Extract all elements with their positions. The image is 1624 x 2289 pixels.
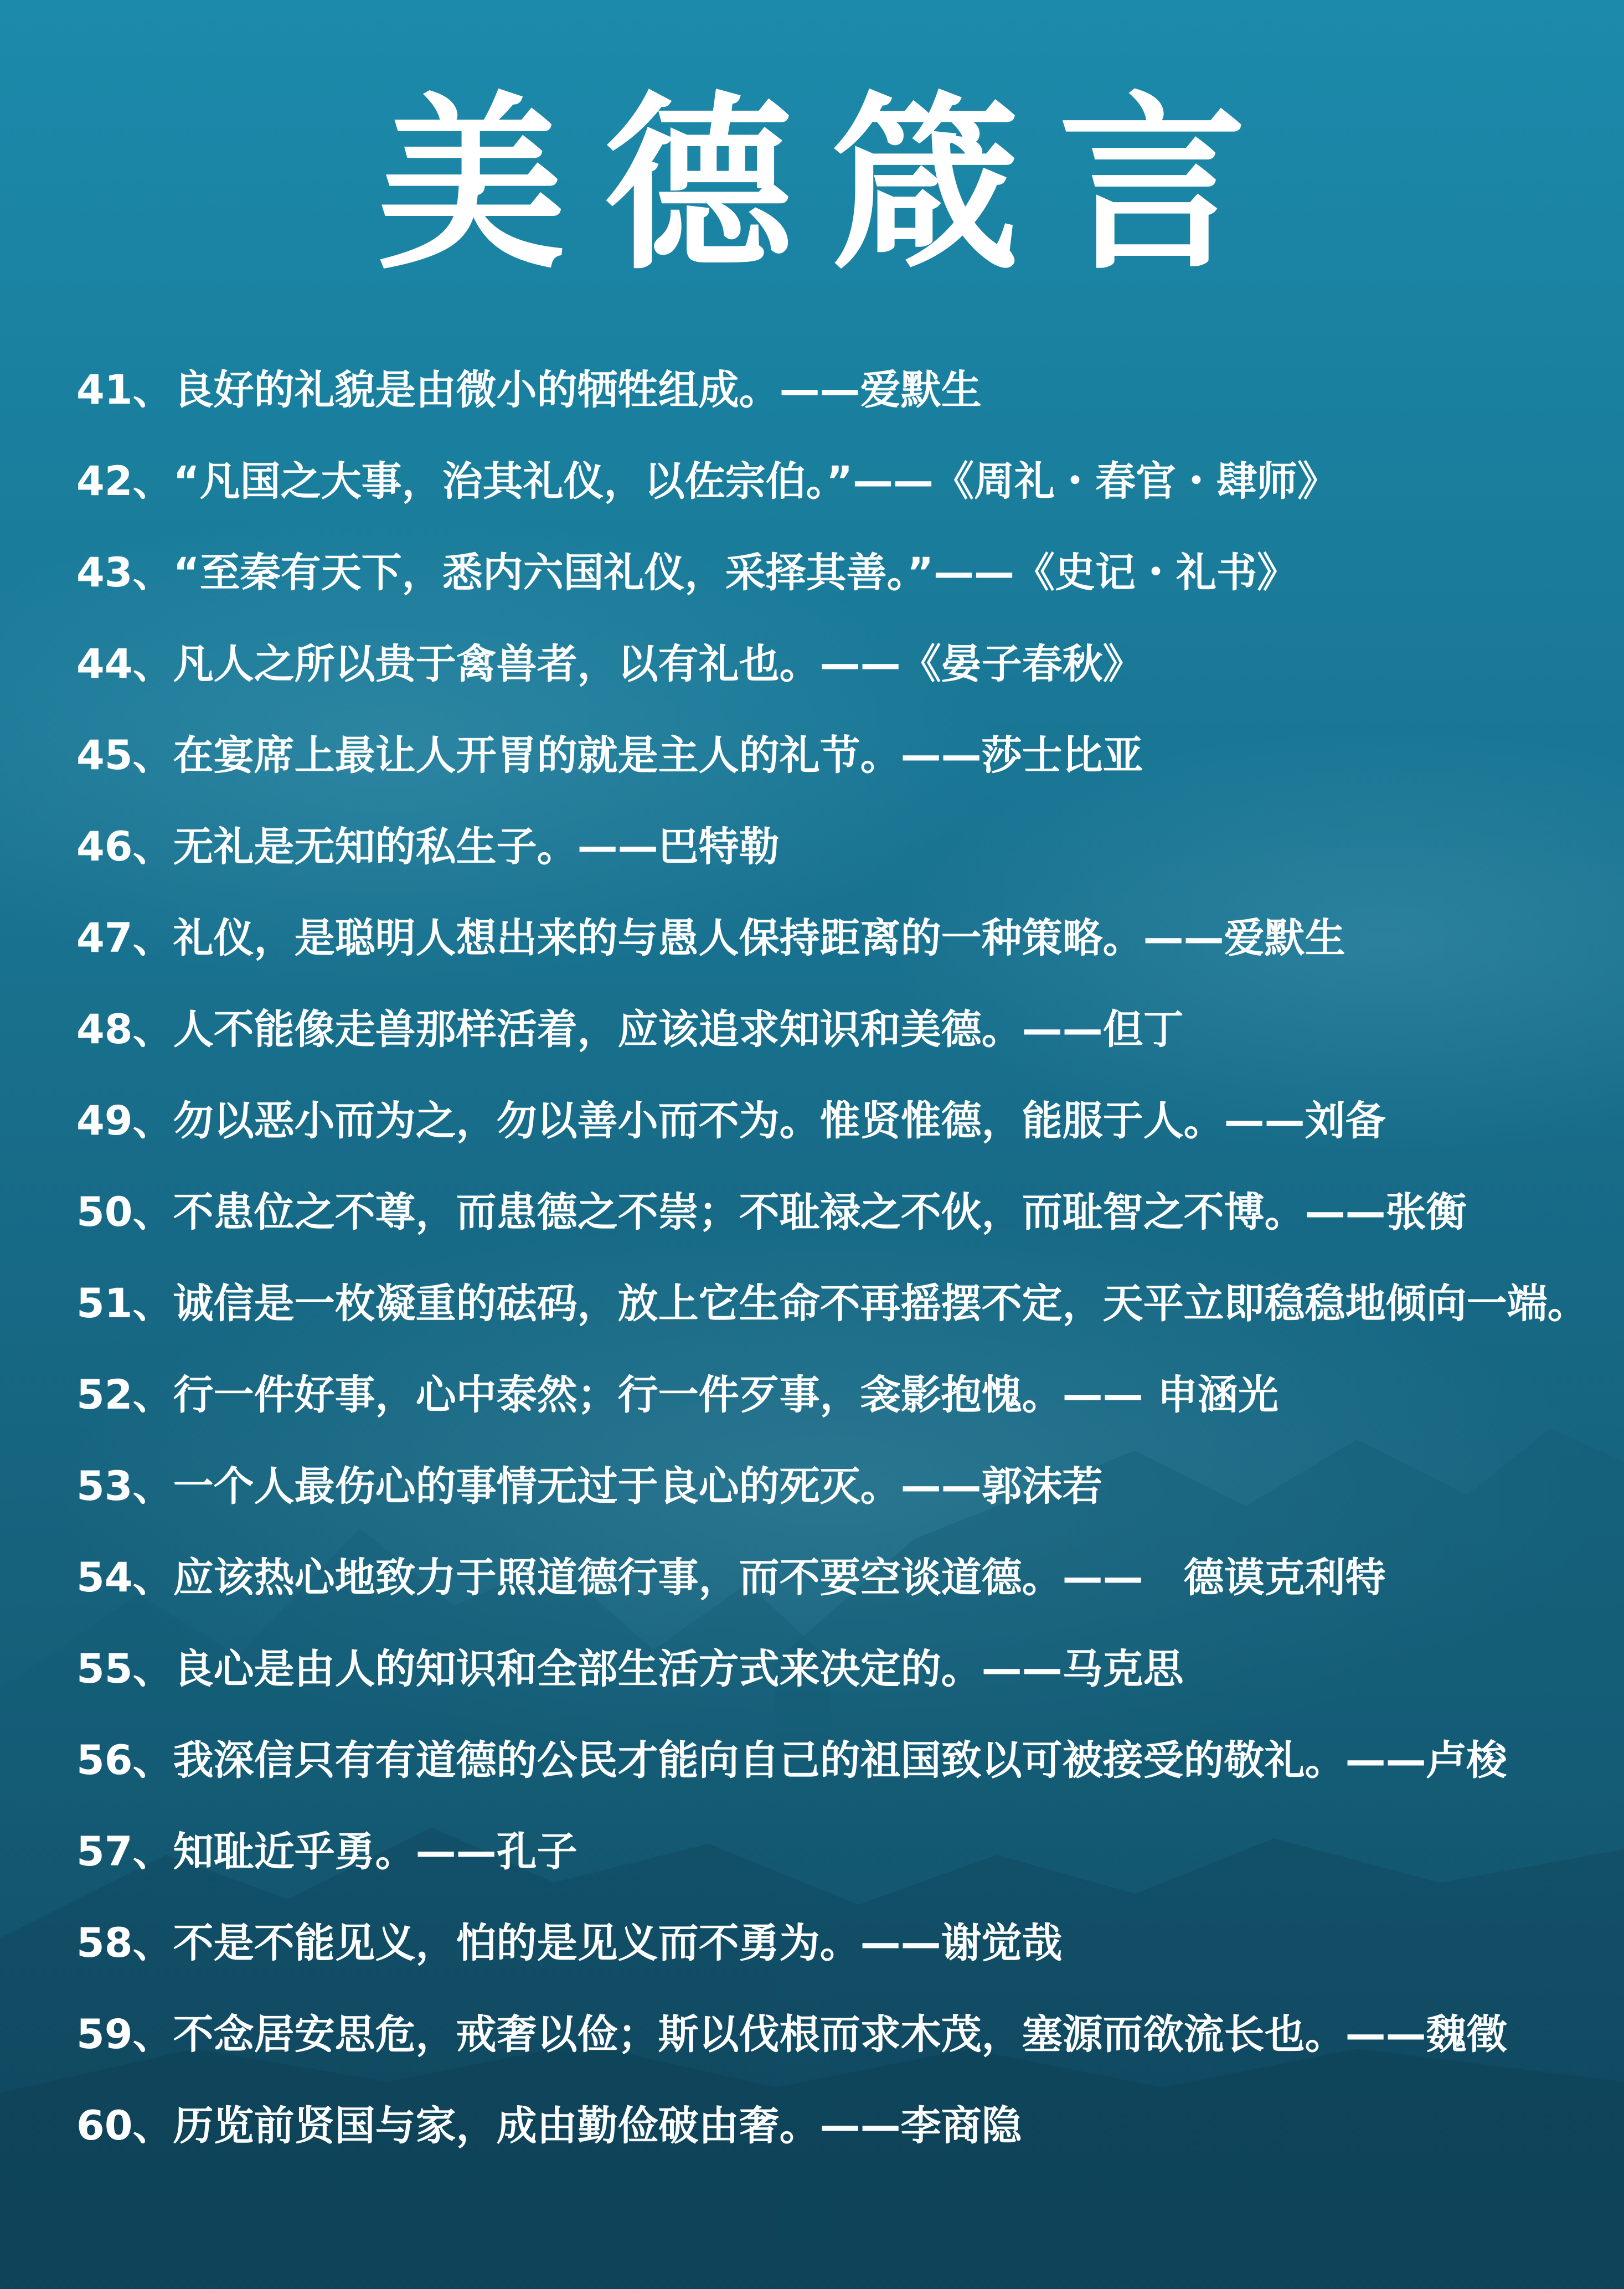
poster-title: 美德箴言 <box>377 76 1286 295</box>
quote-item: 52、行一件好事，心中泰然；行一件歹事，衾影抱愧。—— 申涵光 <box>76 1372 1279 1419</box>
quote-list <box>76 365 1616 2193</box>
quote-item: 47、礼仪，是聪明人想出来的与愚人保持距离的一种策略。——爱默生 <box>76 915 1345 962</box>
quote-item: 43、“至秦有天下，悉内六国礼仪，采择其善。”——《史记・礼书》 <box>76 549 1298 596</box>
quote-item: 55、良心是由人的知识和全部生活方式来决定的。——马克思 <box>76 1646 1184 1693</box>
quote-item: 45、在宴席上最让人开胃的就是主人的礼节。——莎士比亚 <box>76 732 1143 779</box>
quote-item: 49、勿以恶小而为之，勿以善小而不为。惟贤惟德，能服于人。——刘备 <box>76 1097 1386 1144</box>
quote-item: 51、诚信是一枚凝重的砝码，放上它生命不再摇摆不定，天平立即稳稳地倾向一端。 <box>76 1280 1588 1327</box>
quote-item: 48、人不能像走兽那样活着，应该追求知识和美德。——但丁 <box>76 1006 1184 1053</box>
quote-item: 57、知耻近乎勇。——孔子 <box>76 1828 578 1875</box>
quote-item: 44、凡人之所以贵于禽兽者，以有礼也。——《晏子春秋》 <box>76 641 1143 688</box>
quote-item: 60、历览前贤国与家，成由勤俭破由奢。——李商隐 <box>76 2102 1022 2149</box>
quote-item: 54、应该热心地致力于照道德行事，而不要空谈道德。—— 德谟克利特 <box>76 1554 1386 1601</box>
quote-item: 58、不是不能见义，怕的是见义而不勇为。——谢觉哉 <box>76 1920 1063 1967</box>
quote-item: 42、“凡国之大事，治其礼仪，以佐宗伯。”——《周礼・春官・肆师》 <box>76 458 1338 505</box>
quote-item: 59、不念居安思危，戒奢以俭；斯以伐根而求木茂，塞源而欲流长也。——魏徵 <box>76 2011 1507 2058</box>
quote-item: 50、不患位之不尊，而患德之不崇；不耻禄之不伙，而耻智之不博。——张衡 <box>76 1189 1467 1236</box>
quote-item: 53、一个人最伤心的事情无过于良心的死灭。——郭沫若 <box>76 1463 1103 1510</box>
quote-item: 56、我深信只有有道德的公民才能向自己的祖国致以可被接受的敬礼。——卢梭 <box>76 1737 1507 1784</box>
quote-item: 41、良好的礼貌是由微小的牺牲组成。——爱默生 <box>76 367 982 414</box>
quote-item: 46、无礼是无知的私生子。——巴特勒 <box>76 823 780 870</box>
